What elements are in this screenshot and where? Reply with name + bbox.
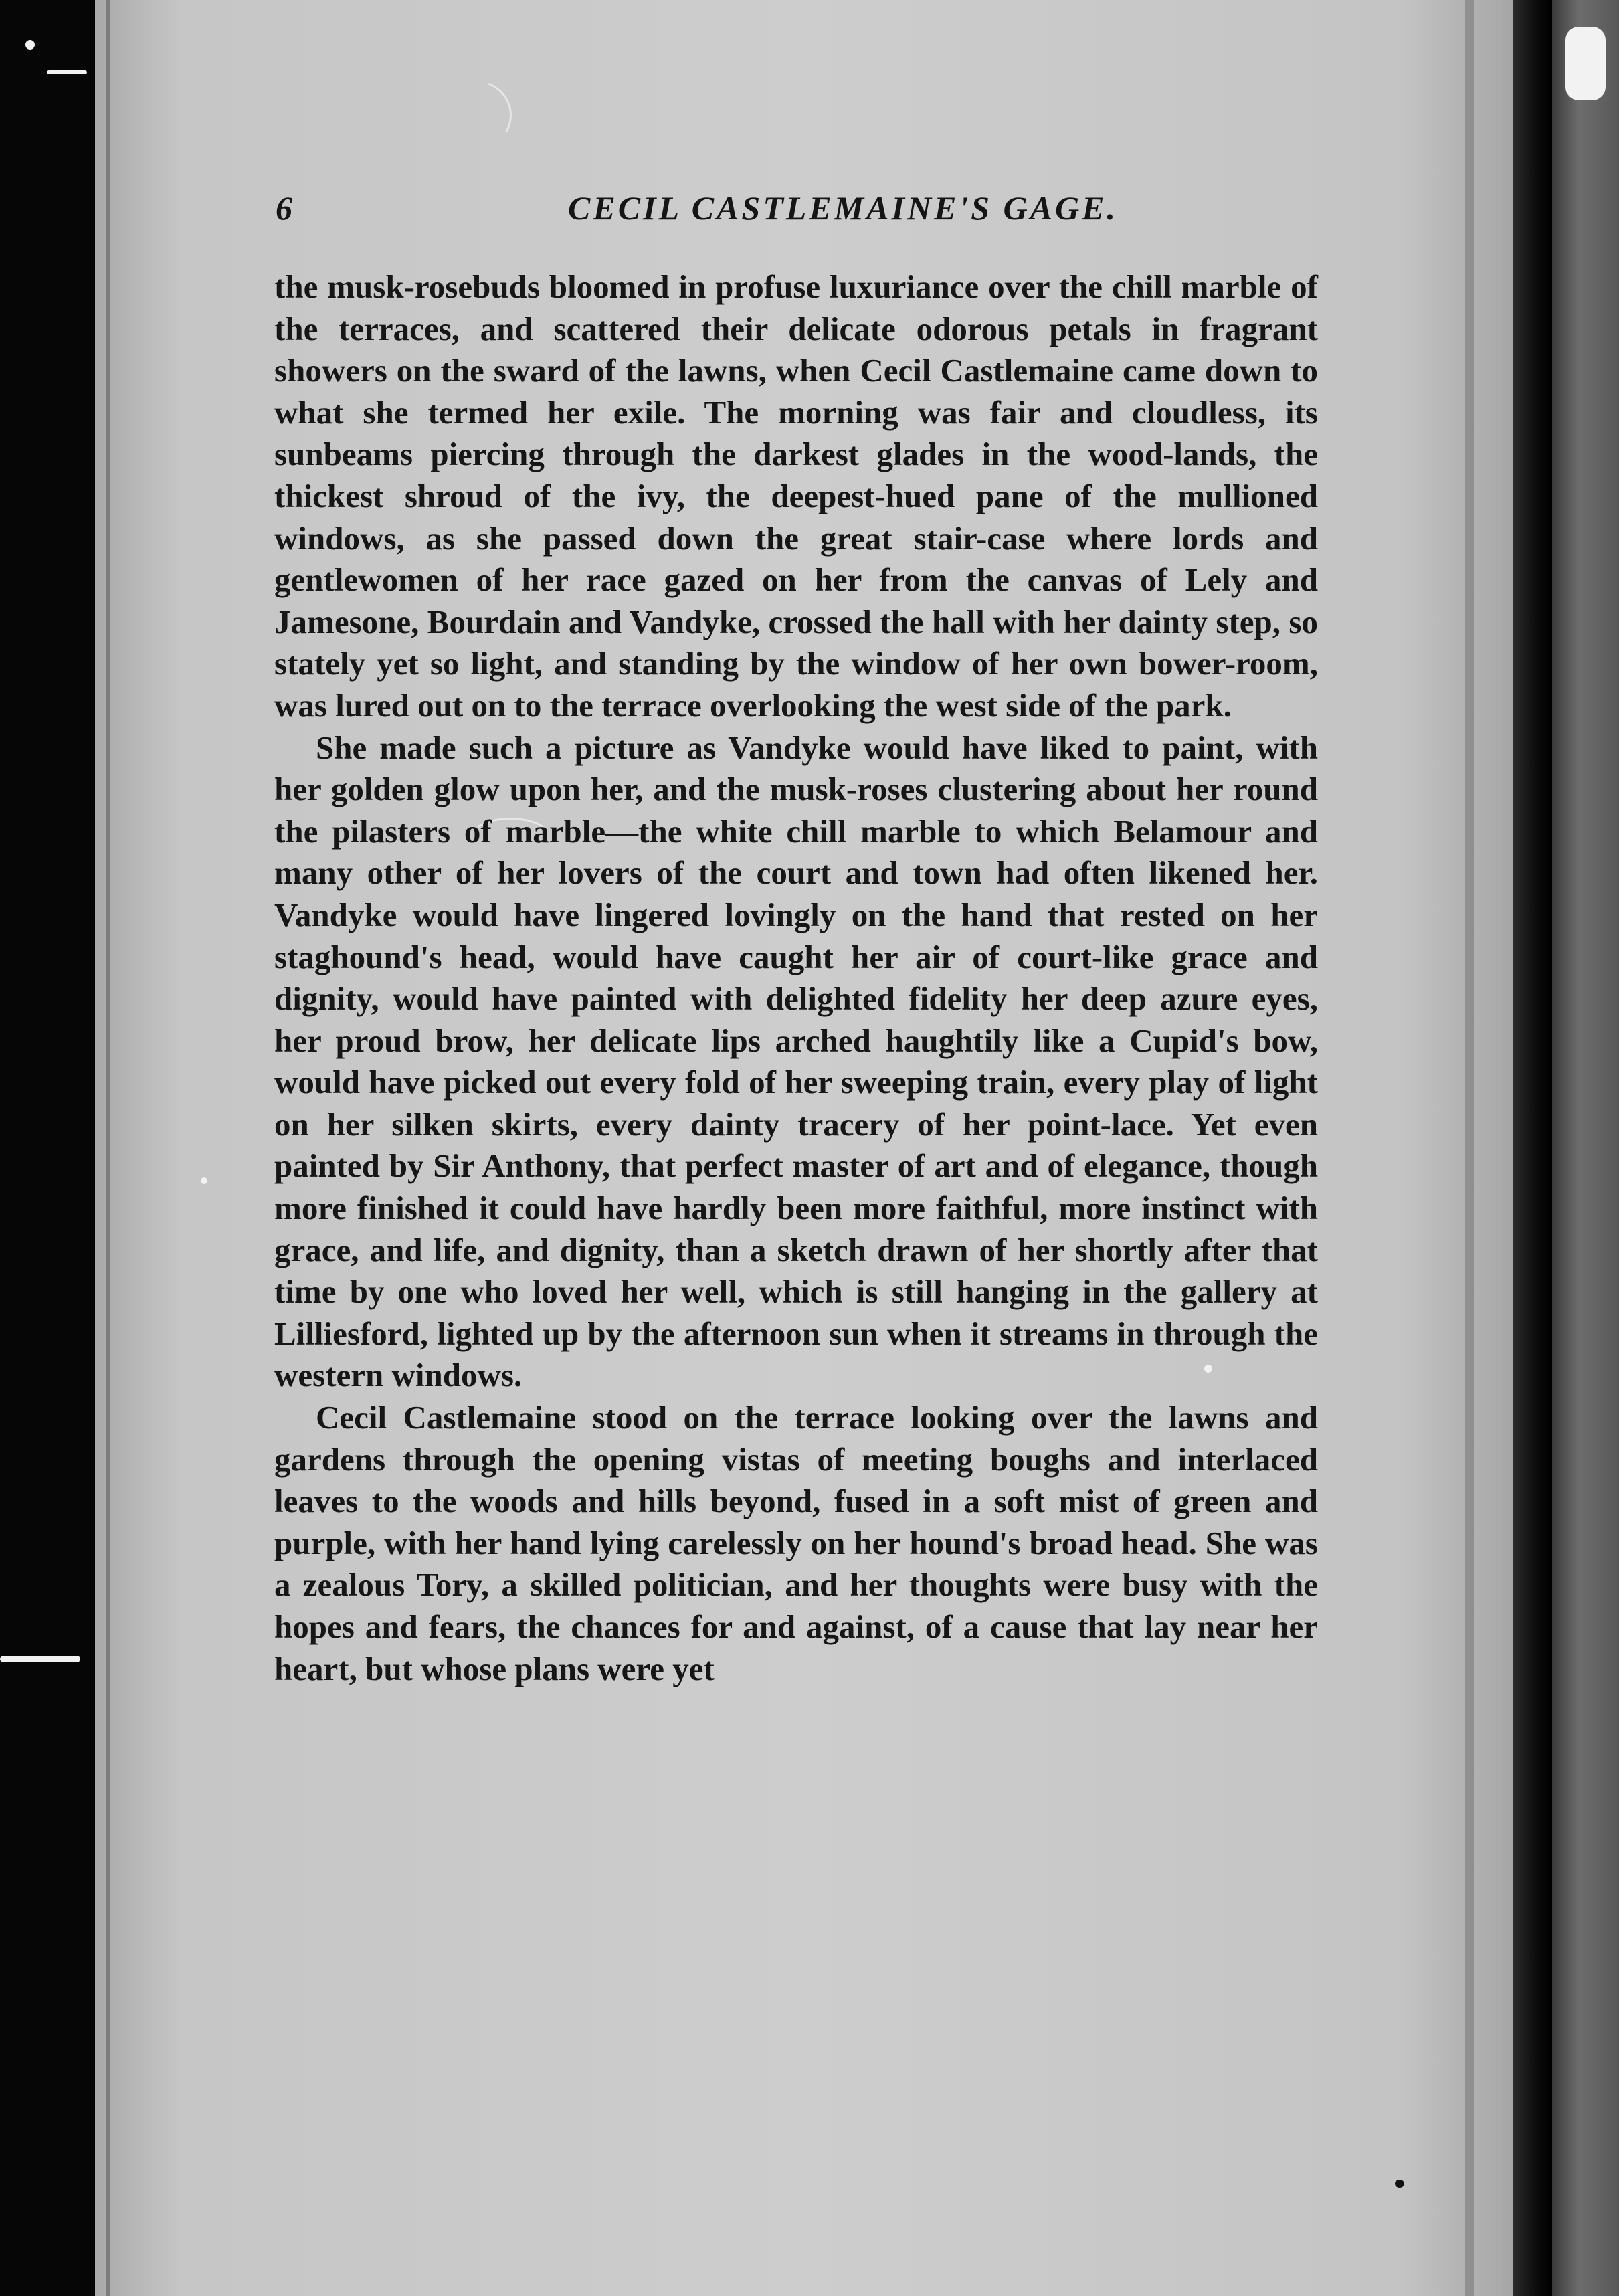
gutter-shadow xyxy=(1513,0,1552,2296)
running-title: CECIL CASTLEMAINE'S GAGE. xyxy=(568,189,1118,227)
scan-speck xyxy=(47,70,87,74)
scan-speck xyxy=(1565,27,1606,100)
paragraph: She made such a picture as Vandyke would have liked to paint, with her golden glow upon her, and the musk-roses clustering about her round the pilasters of marble—the white chill marble to which Belamour and many other of her lovers of the court and town had often likened her. Vandyke would have lingered lovingly on the hand that rested on her staghound's head, would have caught her air of court-like grace and dignity, would have painted with delighted fidelity her deep azure eyes, her proud brow, her delicate lips arched haughtily like a Cupid's bow, would have picked out every fold of her sweeping train, every play of light on her silken skirts, every dainty tracery of her point-lace. Yet even painted by Sir Anthony, that perfect master of art and of elegance, though more finished it could have hardly been more faithful, more instinct with grace, and life, and dignity, than a sketch drawn of her shortly after that time by one who loved her well, which is still hanging in the gallery at Lilliesford, lighted up by the afternoon sun when it streams in through the western windows. xyxy=(274,729,1318,1394)
scan-speck xyxy=(201,1177,207,1184)
page-number: 6 xyxy=(276,189,292,227)
scan-speck xyxy=(25,40,35,50)
body-text xyxy=(274,266,1318,1690)
adjacent-page-edge xyxy=(1552,0,1619,2296)
paragraph: Cecil Castlemaine stood on the terrace looking over the lawns and gardens through the opening vistas of meeting boughs and interlaced leaves to the woods and hills beyond, fused in a soft mist of green and purple, with her hand lying carelessly on her hound's broad head. She was a zealous Tory, a skilled politician, and her thoughts were busy with the hopes and fears, the chances for and against, of a cause that lay near her heart, but whose plans were yet xyxy=(274,1399,1318,1687)
scan-speck xyxy=(0,1656,80,1662)
running-head xyxy=(268,189,1418,235)
gutter-line xyxy=(1465,0,1474,2296)
scan-speck xyxy=(1395,2180,1404,2188)
paragraph: the musk-rosebuds bloomed in profuse luxuriance over the chill marble of the terraces, and scattered their delicate odorous petals in fragrant showers on the sward of the lawns, when Cecil Castlemaine came down to what she termed her exile. The morning was fair and cloudless, its sunbeams piercing through the darkest glades in the wood-lands, the thickest shroud of the ivy, the deepest-hued pane of the mullioned windows, as she passed down the great stair-case where lords and gentlewomen of her race gazed on her from the canvas of Lely and Jamesone, Bourdain and Vandyke, crossed the hall with her dainty step, so stately yet so light, and standing by the window of her own bower-room, was lured out on to the terrace overlooking the west side of the park. xyxy=(274,268,1318,724)
page-edge-line xyxy=(106,0,110,2296)
